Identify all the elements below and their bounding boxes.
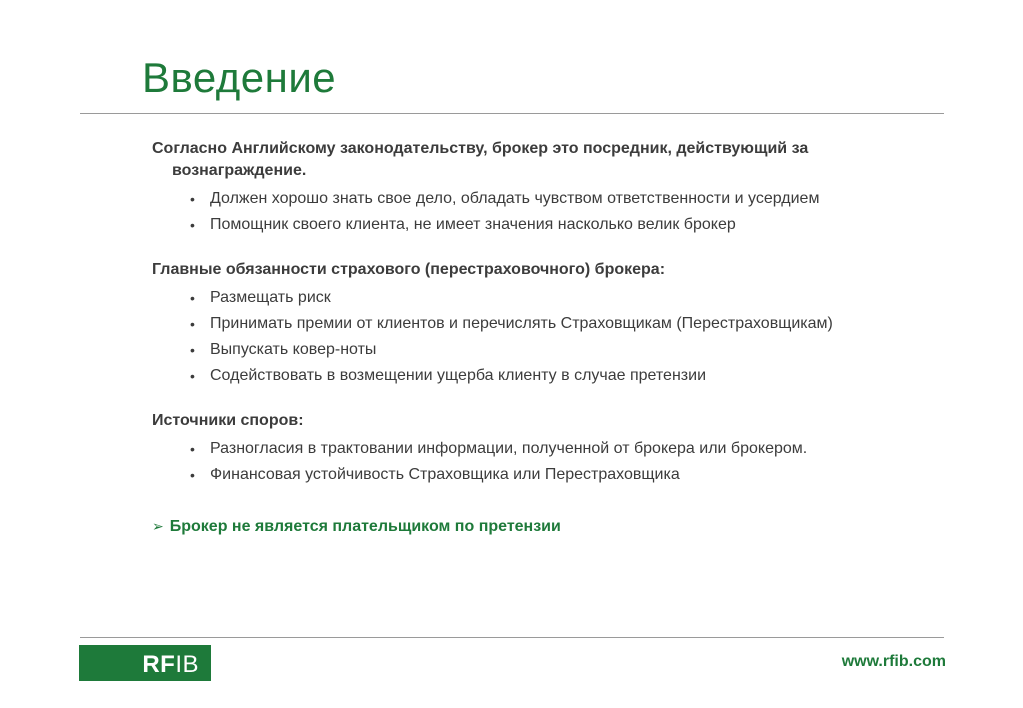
list-item: • Разногласия в трактовании информации, полученной от брокера или брокером. — [152, 436, 942, 462]
bullet-list — [152, 186, 942, 238]
bullet-icon: • — [190, 191, 195, 207]
list-item: • Содействовать в возмещении ущерба клиенту в случае претензии — [152, 363, 942, 389]
bullet-icon: • — [190, 368, 195, 384]
bullet-icon: • — [190, 316, 195, 332]
website-link[interactable]: www.rfib.com — [841, 653, 946, 670]
bullet-list — [152, 285, 942, 389]
bullet-icon: • — [190, 342, 195, 358]
list-item: • Принимать премии от клиентов и перечислять Страховщикам (Перестраховщикам) — [152, 311, 942, 337]
section-disputes — [152, 410, 942, 488]
list-item: • Размещать риск — [152, 285, 942, 311]
section-definition — [152, 138, 942, 238]
list-item: • Финансовая устойчивость Страховщика или Перестраховщика — [152, 462, 942, 488]
conclusion-text: Брокер не является плательщиком по претензии — [169, 518, 561, 535]
footer-divider — [80, 637, 944, 638]
logo-text: RFIB — [142, 651, 199, 678]
list-item: • Должен хорошо знать свое дело, обладать чувством ответственности и усердием — [152, 186, 942, 212]
bullet-list — [152, 436, 942, 488]
arrow-bullet-icon: ➢ — [152, 518, 164, 534]
bullet-icon: • — [190, 441, 195, 457]
list-item: • Помощник своего клиента, не имеет значения насколько велик брокер — [152, 212, 942, 238]
bullet-icon: • — [190, 290, 195, 306]
bullet-icon: • — [190, 217, 195, 233]
section-duties — [152, 259, 942, 389]
rfib-logo — [79, 645, 211, 681]
list-item: • Выпускать ковер-ноты — [152, 337, 942, 363]
bullet-icon: • — [190, 467, 195, 483]
main-content — [152, 138, 942, 536]
section-heading: Источники споров: — [152, 412, 304, 429]
conclusion-line — [152, 518, 942, 536]
title-divider — [80, 113, 944, 114]
section-heading: Согласно Английскому законодательству, брокер это посредник, действующий за вознаграждение. — [152, 140, 809, 179]
page-title: Введение — [142, 54, 337, 101]
section-heading: Главные обязанности страхового (перестраховочного) брокера: — [152, 261, 666, 278]
